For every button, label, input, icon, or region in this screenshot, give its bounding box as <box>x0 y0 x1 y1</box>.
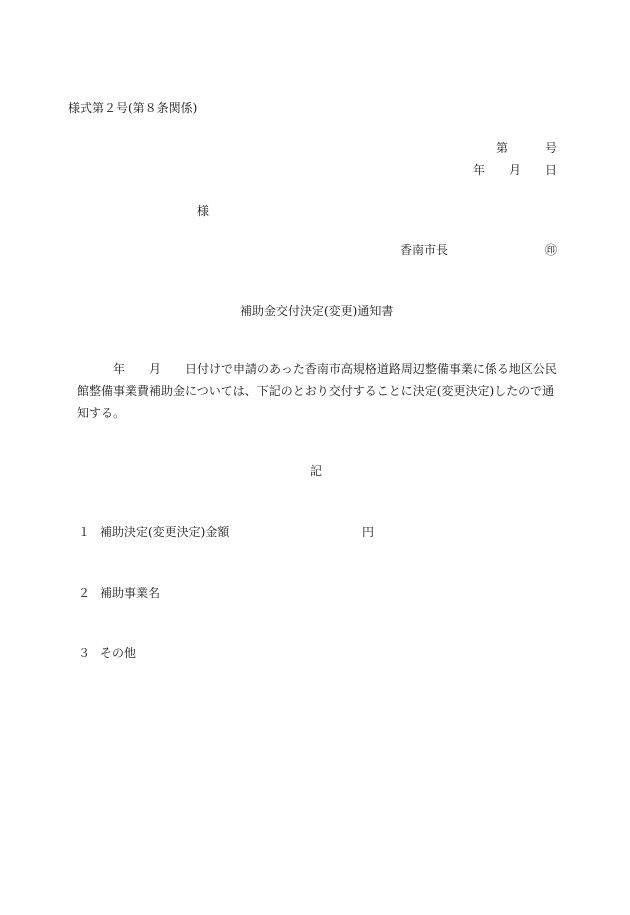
ki-heading: 記 <box>310 464 323 478</box>
list-item <box>78 585 160 601</box>
item-number: ３ <box>78 646 91 660</box>
date-month: 月 <box>509 163 522 177</box>
document-title: 補助金交付決定(変更)通知書 <box>240 304 394 318</box>
item-label: 補助事業名 <box>100 586 161 600</box>
body-paragraph <box>77 358 557 424</box>
item-unit: 円 <box>362 525 375 539</box>
list-item <box>78 645 136 661</box>
date-year: 年 <box>473 163 486 177</box>
item-label: その他 <box>100 646 137 660</box>
body-month: 月 <box>149 362 162 376</box>
body-text: 日付けで申請のあった香南市高規格道路周辺整備事業に係る地区公民館整備事業費補助金については、下記のとおり交付することに決定(変更決定)したので通知する。 <box>77 362 557 420</box>
date-day: 日 <box>545 163 558 177</box>
issuer-title: 香南市長 <box>400 243 449 257</box>
item-number: ２ <box>78 586 91 600</box>
item-label: 補助決定(変更決定)金額 <box>100 525 230 539</box>
list-item <box>78 524 229 540</box>
body-year: 年 <box>113 362 126 376</box>
form-number: 様式第２号(第８条関係) <box>68 101 198 115</box>
document-number-suffix: 号 <box>545 141 558 155</box>
recipient-honorific: 様 <box>197 204 210 218</box>
seal-mark: ㊞ <box>545 243 558 257</box>
document-number-prefix: 第 <box>496 141 509 155</box>
item-number: １ <box>78 525 91 539</box>
